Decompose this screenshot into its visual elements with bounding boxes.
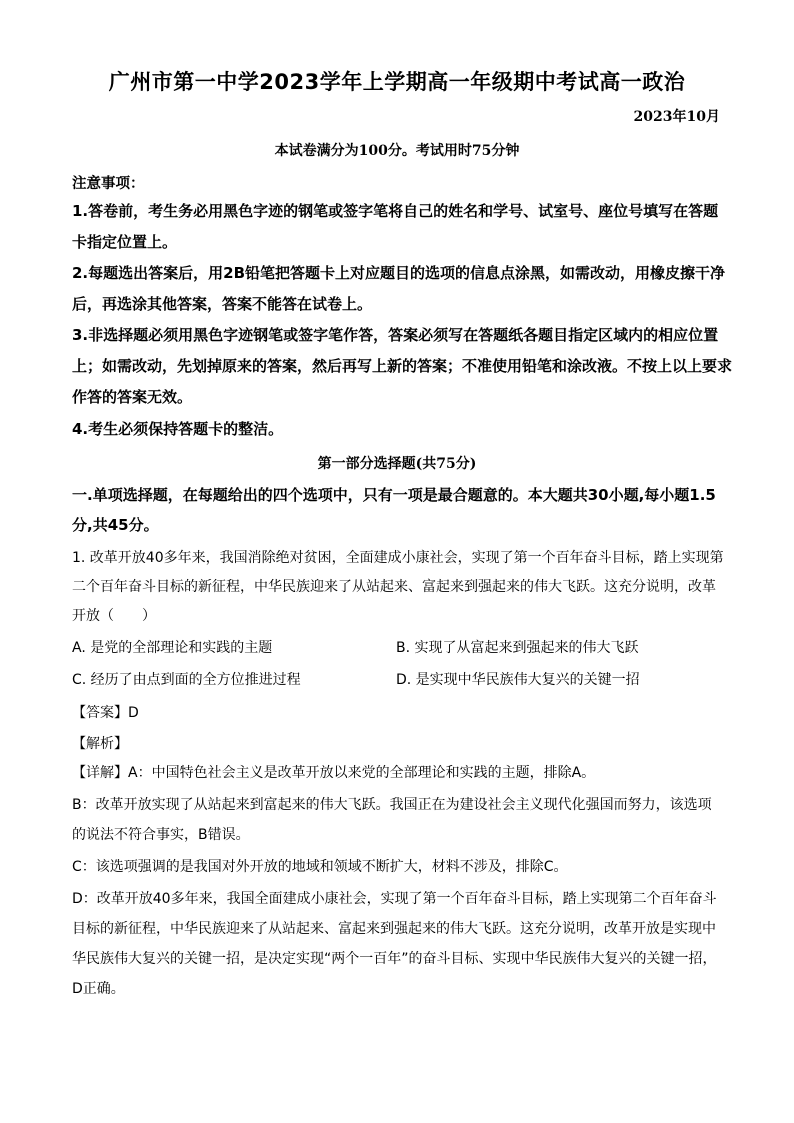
- note-item-4: 4.考生必须保持答题卡的整洁。: [72, 420, 284, 438]
- option-a: A. 是党的全部理论和实践的主题: [72, 640, 273, 656]
- note-item-1: 1.答卷前，考生务必用黑色字迹的钢笔或签字笔将自己的姓名和学号、试室号、座位号填写在答题卡指定位置上。: [72, 202, 719, 251]
- answer-label: 【答案】D: [72, 705, 139, 721]
- section-title: 第一部分选择题(共75分): [317, 456, 477, 472]
- analysis-item-b: B：改革开放实现了从站起来到富起来的伟大飞跃。我国正在为建设社会主义现代化强国而努力，该选项的说法不符合事实，B错误。: [72, 797, 712, 843]
- option-c: C. 经历了由点到面的全方位推进过程: [72, 672, 301, 688]
- question-1-stem: 1. 改革开放40多年来，我国消除绝对贫困，全面建成小康社会，实现了第一个百年奋斗目标，踏上实现第二个百年奋斗目标的新征程，中华民族迎来了从站起来、富起来到强起来的伟大飞跃。这充分说明，改革开放（ ）: [72, 550, 724, 624]
- analysis-label: 【解析】: [72, 736, 128, 752]
- exam-date: 2023年10月: [633, 109, 720, 125]
- note-item-2: 2.每题选出答案后，用2B铅笔把答题卡上对应题目的选项的信息点涂黑，如需改动，用橡皮擦干净后，再选涂其他答案，答案不能答在试卷上。: [72, 264, 726, 313]
- analysis-item-a: 【详解】A：中国特色社会主义是改革开放以来党的全部理论和实践的主题，排除A。: [72, 765, 596, 781]
- option-d: D. 是实现中华民族伟大复兴的关键一招: [396, 672, 640, 688]
- notes-heading: 注意事项：: [72, 175, 145, 192]
- analysis-item-d: D：改革开放40多年来，我国全面建成小康社会，实现了第一个百年奋斗目标，踏上实现第二个百年奋斗目标的新征程，中华民族迎来了从站起来、富起来到强起来的伟大飞跃。这充分说明，改革开放是实现中华民族伟大复兴的关键一招，是决定实现“两个一百年”的奋斗目标、实现中华民族伟大复兴的关键一招，D正确。: [72, 891, 717, 997]
- option-b: B. 实现了从富起来到强起来的伟大飞跃: [396, 640, 639, 656]
- exam-subtitle: 本试卷满分为100分。考试用时75分钟: [274, 143, 520, 159]
- exam-title: 广州市第一中学2023学年上学期高一年级期中考试高一政治: [108, 70, 686, 94]
- section-instruction: 一.单项选择题，在每题给出的四个选项中，只有一项是最合题意的。本大题共30小题,每小题1.5分,共45分。: [72, 486, 716, 534]
- note-item-3: 3.非选择题必须用黑色字迹钢笔或签字笔作答，答案必须写在答题纸各题目指定区域内的相应位置上；如需改动，先划掉原来的答案，然后再写上新的答案；不准使用铅笔和涂改液。不按上以上要求作答的答案无效。: [72, 326, 733, 406]
- analysis-item-c: C：该选项强调的是我国对外开放的地域和领域不断扩大，材料不涉及，排除C。: [72, 859, 568, 875]
